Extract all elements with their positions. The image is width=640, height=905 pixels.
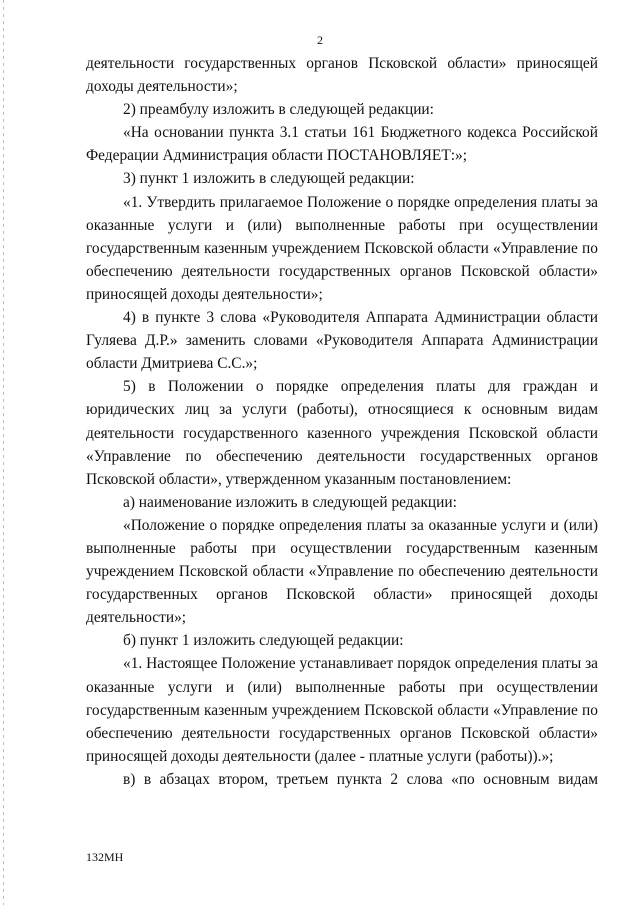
page-number: 2 bbox=[317, 33, 323, 47]
paragraph-item-4: 4) в пункте 3 слова «Руководителя Аппарата Администрации области Гуляева Д.Р.» заменить словами «Руководителя Аппарата Администрации области Дмитриева С.С.»; bbox=[86, 309, 598, 373]
paragraph-item-3-quote: «1. Утвердить прилагаемое Положение о порядке определения платы за оказанные услуги и (или) выполненные работы при осуществлении государственным казенным учреждением Псковской области «Управление по обеспечению деятельности государственных органов Псковской области» приносящей доходы деятельности»; bbox=[86, 193, 598, 303]
paragraph-item-3: 3) пункт 1 изложить в следующей редакции: bbox=[123, 170, 415, 188]
document-body bbox=[86, 52, 598, 791]
paragraph-item-5: 5) в Положении о порядке определения платы для граждан и юридических лиц за услуги (работы), относящиеся к основным видам деятельности государственного казенного учреждения Псковской области «Управление по обеспечению деятельности государственных органов Псковской области», утвержденном указанным постановлением: bbox=[86, 378, 598, 488]
paragraph-subitem-b-quote: «1. Настоящее Положение устанавливает порядок определения платы за оказанные услуги и (или) выполненные работы при осуществлении государственным казенным учреждением Псковской области «Управление по обеспечению деятельности государственных органов Псковской области» приносящей доходы деятельности (далее - платные услуги (работы)).»; bbox=[86, 655, 598, 765]
document-code: 132МН bbox=[86, 850, 124, 864]
paragraph-subitem-v: в) в абзацах втором, третьем пункта 2 слова «по основным видам bbox=[123, 770, 598, 788]
paragraph-preamble-quote: «На основании пункта 3.1 статьи 161 Бюджетного кодекса Российской Федерации Администрация области ПОСТАНОВЛЯЕТ:»; bbox=[86, 124, 598, 165]
paragraph-subitem-a-quote: «Положение о порядке определения платы за оказанные услуги и (или) выполненные работы при осуществлении государственным казенным учреждением Псковской области «Управление по обеспечению деятельности государственных органов Псковской области» приносящей доходы деятельности»; bbox=[86, 516, 598, 627]
paragraph-continuation: деятельности государственных органов Псковской области» приносящей доходы деятельности»; bbox=[86, 55, 598, 96]
paragraph-item-2: 2) преамбулу изложить в следующей редакции: bbox=[123, 101, 434, 119]
paragraph-subitem-a: а) наименование изложить в следующей редакции: bbox=[123, 493, 457, 511]
scan-edge-artifact bbox=[3, 0, 4, 905]
paragraph-subitem-b: б) пункт 1 изложить следующей редакции: bbox=[123, 632, 404, 650]
